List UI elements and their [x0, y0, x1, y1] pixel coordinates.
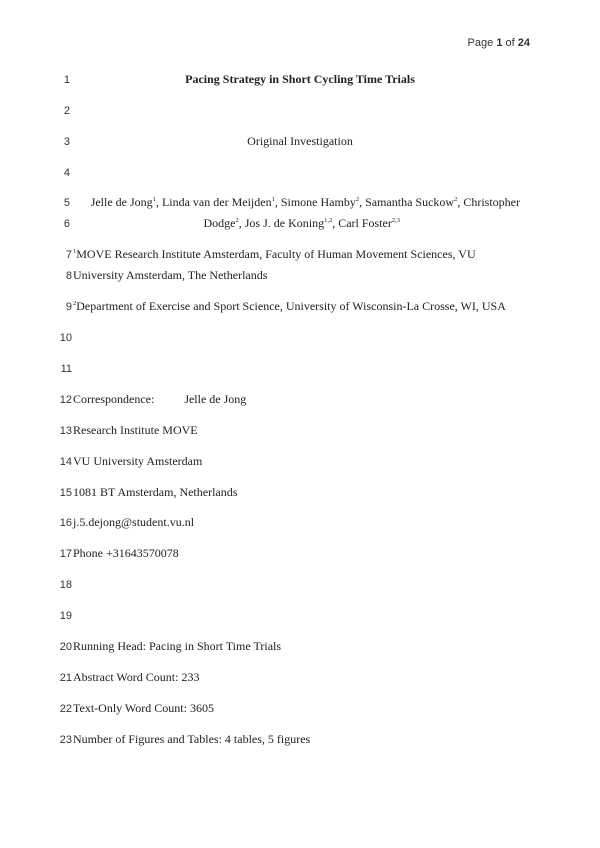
line-number: 11: [60, 363, 72, 375]
line-number: 2: [63, 105, 70, 117]
correspondence-label: Correspondence:: [73, 392, 155, 406]
line-number: 8: [65, 270, 72, 282]
correspondence: [73, 392, 246, 407]
line-number: 9: [65, 301, 72, 313]
correspondence-name: Jelle de Jong: [184, 392, 247, 406]
line-number: 4: [63, 167, 70, 179]
author-line-1: Jelle de Jong$^1$, Linda van der Meijden$^1$, Simone Hamby$^2$, Samantha Suckow$^2$, Christopher: [90, 195, 520, 209]
author: Linda van der Meijden: [161, 195, 272, 209]
correspondence-address: 1081 BT Amsterdam, Netherlands: [73, 485, 238, 499]
line-number: 21: [59, 672, 72, 684]
line-number: 22: [59, 703, 72, 715]
page-number: Page 1 of 24: [467, 37, 530, 49]
line-number: 12: [59, 394, 72, 406]
correspondence-email[interactable]: j.5.dejong@student.vu.nl: [73, 515, 195, 529]
line-number: 15: [59, 487, 72, 499]
author: Jos J. de Koning: [244, 216, 325, 230]
line-number: 17: [59, 548, 72, 560]
author-surname: Dodge: [203, 216, 236, 230]
line-number: 6: [63, 218, 70, 230]
author: Carl Foster: [338, 216, 392, 230]
line-number: 1: [63, 74, 70, 86]
author-first-name: Christopher: [463, 195, 520, 209]
affiliation-1: $^1$MOVE Research Institute Amsterdam, Faculty of Human Movement Sciences, VU: [73, 247, 476, 261]
affiliation-2: $^2$Department of Exercise and Sport Science, University of Wisconsin-La Crosse, WI, USA: [73, 299, 506, 313]
line-number: 7: [65, 249, 72, 261]
correspondence-institute: Research Institute MOVE: [73, 423, 198, 437]
text-word-count: Text-Only Word Count: 3605: [73, 701, 214, 715]
line-number: 13: [59, 425, 72, 437]
correspondence-phone: Phone +31643570078: [73, 546, 179, 560]
author: Samantha Suckow: [365, 195, 455, 209]
line-number: 18: [59, 579, 72, 591]
author-line-2: Dodge$^2$, Jos J. de Koning$^{1,2}$, Carl Foster$^{2,3}$: [203, 216, 400, 230]
line-number: 10: [59, 332, 72, 344]
affiliation-1-cont: University Amsterdam, The Netherlands: [73, 268, 268, 282]
line-number: 23: [59, 734, 72, 746]
paper-title: Pacing Strategy in Short Cycling Time Trials: [185, 72, 415, 86]
author: Simone Hamby: [280, 195, 356, 209]
correspondence-university: VU University Amsterdam: [73, 454, 203, 468]
line-number: 16: [59, 517, 72, 529]
line-number: 5: [63, 197, 70, 209]
line-number: 14: [59, 456, 72, 468]
line-number: 20: [59, 641, 72, 653]
running-head: Running Head: Pacing in Short Time Trials: [73, 639, 282, 653]
figures-tables-count: Number of Figures and Tables: 4 tables, 5 figures: [73, 732, 311, 746]
article-type: Original Investigation: [247, 134, 353, 148]
abstract-word-count: Abstract Word Count: 233: [73, 670, 200, 684]
line-number: 19: [59, 610, 72, 622]
author: Jelle de Jong: [90, 195, 153, 209]
line-number: 3: [63, 136, 70, 148]
